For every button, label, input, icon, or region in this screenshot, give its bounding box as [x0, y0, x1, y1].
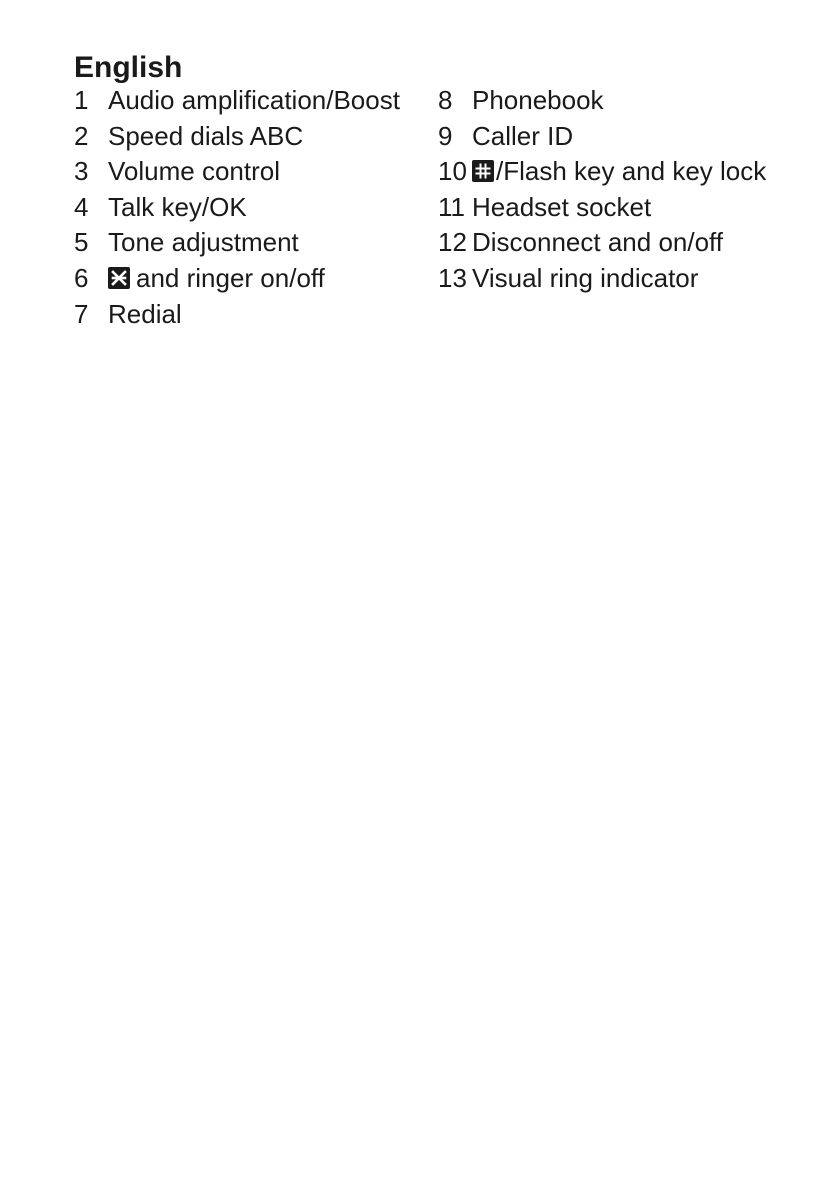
legend-item-label: Redial	[108, 298, 182, 329]
legend-item-label: and ringer on/off	[136, 262, 325, 293]
legend-item-number: 7	[74, 298, 89, 329]
legend-item-label: Disconnect and on/off	[472, 227, 724, 258]
legend-item-number: 13	[438, 262, 467, 293]
legend-item-label: Speed dials ABC	[108, 120, 304, 151]
legend-item-label: Audio amplification/Boost	[108, 85, 400, 115]
legend-item-number: 4	[74, 191, 89, 222]
star-key-icon	[108, 267, 130, 289]
legend-item-number: 6	[74, 262, 89, 293]
legend-item-content	[472, 153, 766, 189]
legend-item-label: Phonebook	[472, 85, 604, 115]
legend-item-number: 9	[438, 120, 453, 151]
legend-item-label: Volume control	[108, 156, 280, 187]
legend-item-number: 11	[438, 191, 465, 222]
legend-item-content	[108, 260, 325, 296]
legend-item-label: Headset socket	[472, 191, 652, 222]
legend-item-label: Talk key/OK	[108, 191, 247, 222]
legend-item-number: 5	[74, 227, 89, 258]
page-title: English	[74, 51, 183, 84]
legend-item-label: Visual ring indicator	[472, 262, 699, 293]
legend-item-number: 10	[438, 156, 467, 187]
legend-item-number: 2	[74, 120, 89, 151]
legend-item-label: Tone adjustment	[108, 227, 299, 258]
legend-item-label: /Flash key and key lock	[496, 156, 767, 187]
legend-item-label: Caller ID	[472, 120, 574, 151]
hash-key-icon	[472, 160, 494, 182]
legend-item-number: 1	[74, 85, 89, 115]
legend-item-number: 8	[438, 85, 453, 115]
legend-item-number: 3	[74, 156, 89, 187]
legend-item-number: 12	[438, 227, 467, 258]
